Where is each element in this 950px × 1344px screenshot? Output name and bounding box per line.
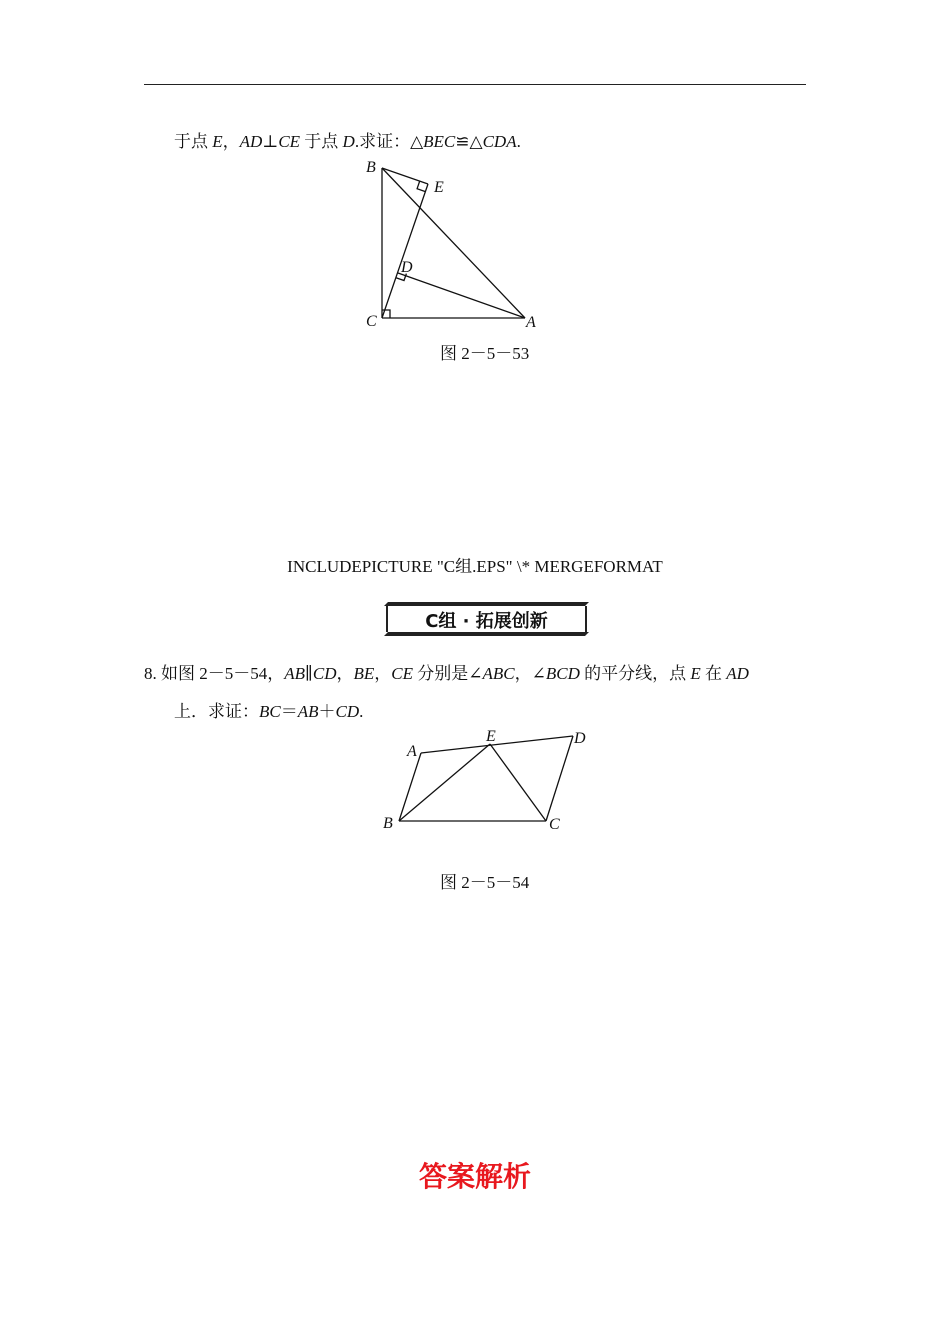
label-D: D [574,730,586,747]
header-rule [144,84,806,85]
figure-2-5-54 [375,725,595,837]
label-A: A [526,314,536,331]
segment-DC [546,736,573,821]
segment-DA [398,273,525,318]
segment-AD [421,736,573,753]
segment-EC [490,744,546,821]
label-D: D [401,259,413,276]
label-B: B [366,159,376,176]
figure-2-5-53 [355,150,555,335]
label-E: E [434,179,444,196]
section-banner [384,602,589,636]
label-B: B [383,815,393,832]
problem7-text: 于点 E，AD⊥CE 于点 D.求证：△BEC≌△CDA. [174,132,521,151]
segment-CE [382,184,428,318]
answer-heading: 答案解析 [418,1160,531,1193]
figure-caption-54: 图 2－5－54 [440,873,530,892]
label-A: A [407,743,417,760]
section-banner-label: C组 · 拓展创新 [425,611,548,632]
problem8-line2: 上．求证：BC＝AB＋CD. [174,702,364,721]
label-C: C [549,816,560,833]
segment-BA [382,168,525,318]
segment-AB [399,753,421,821]
label-C: C [366,313,377,330]
figure-caption-53: 图 2－5－53 [440,344,530,363]
label-E: E [486,728,496,745]
field-code-text: INCLUDEPICTURE "C组.EPS" \* MERGEFORMAT [287,557,663,576]
problem8-line1: 8. 如图 2－5－54，AB∥CD，BE，CE 分别是∠ABC，∠BCD 的平分线，点 E 在 AD [144,664,749,683]
